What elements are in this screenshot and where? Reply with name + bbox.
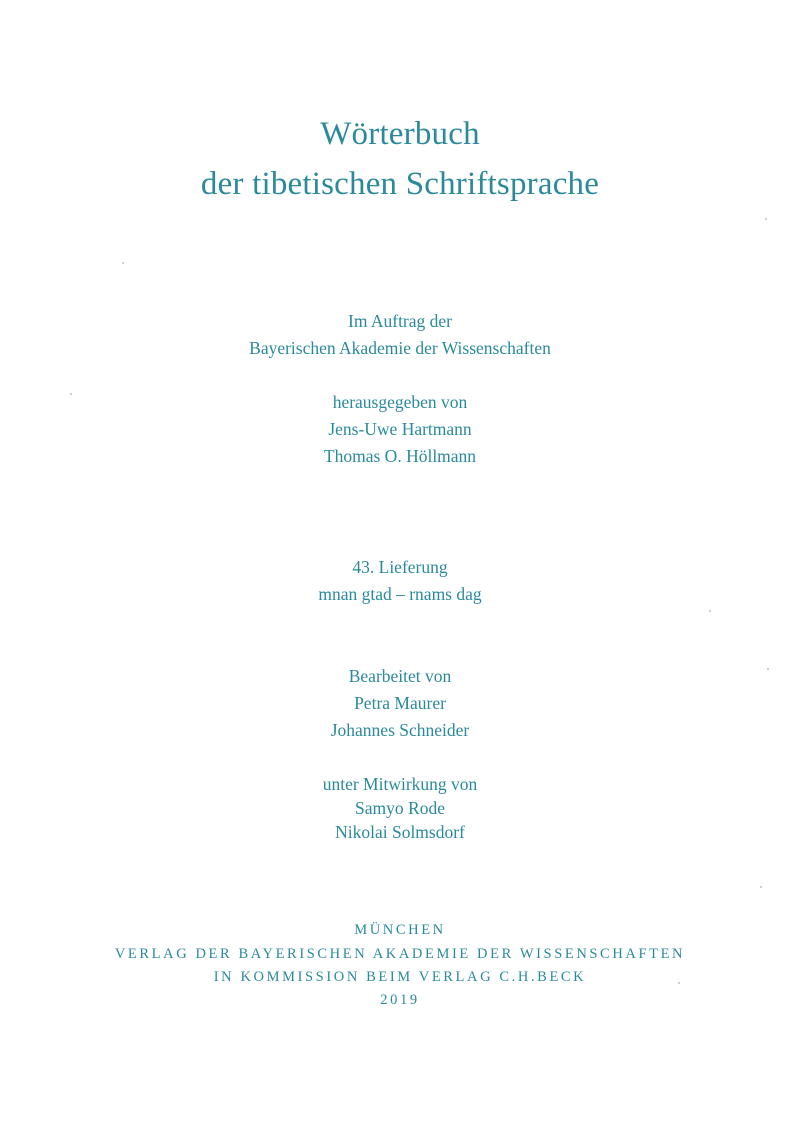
editor-name: Jens-Uwe Hartmann [328,419,472,439]
scan-speck [767,668,769,670]
editors-heading: herausgegeben von [332,392,468,412]
compiler-name: Petra Maurer [354,693,446,713]
imprint-publisher: VERLAG DER BAYERISCHEN AKADEMIE DER WISSENSCHAFTEN [114,946,686,962]
scan-speck [765,218,767,220]
title-line-2: der tibetischen Schriftsprache [200,166,600,202]
contributor-name: Nikolai Solmsdorf [335,822,465,842]
scan-speck [709,610,711,612]
commission-line-1: Im Auftrag der [348,311,452,331]
contributors-heading: unter Mitwirkung von [322,774,478,794]
fascicle-range: mnan gtad – rnams dag [318,584,482,604]
scan-speck [760,886,762,888]
imprint-year: 2019 [380,992,420,1008]
scan-speck [122,262,124,264]
editor-name: Thomas O. Höllmann [323,446,477,466]
compiler-name: Johannes Schneider [330,720,470,740]
fascicle-number: 43. Lieferung [352,557,448,577]
imprint-city: MÜNCHEN [354,922,446,938]
scan-speck [70,393,72,395]
compilers-heading: Bearbeitet von [348,666,452,686]
commission-line-2: Bayerischen Akademie der Wissenschaften [249,338,551,358]
imprint-commission: IN KOMMISSION BEIM VERLAG C.H.BECK [213,969,587,985]
title-line-1: Wörterbuch [320,116,480,152]
scan-speck [678,982,680,984]
contributor-name: Samyo Rode [355,798,445,818]
